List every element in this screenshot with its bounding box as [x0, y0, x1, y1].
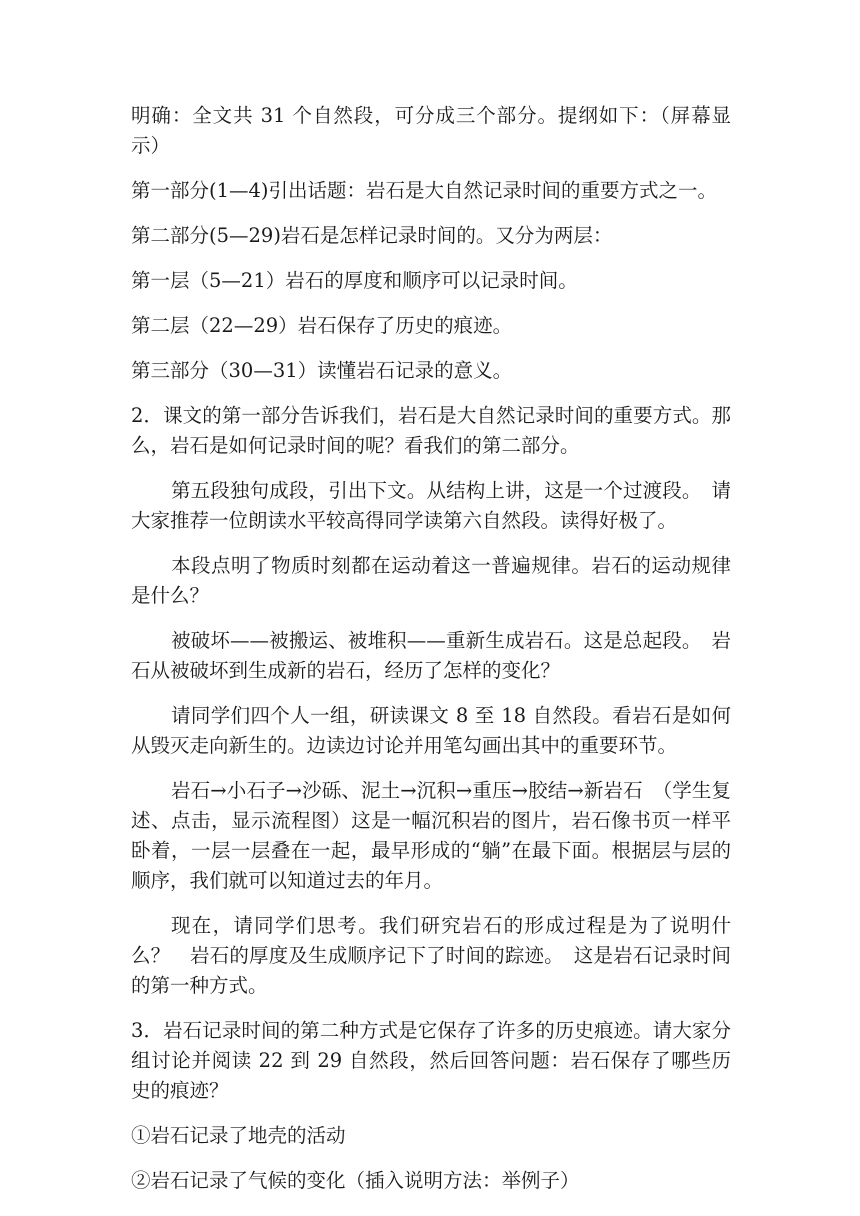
paragraph-question-two: 2．课文的第一部分告诉我们，岩石是大自然记录时间的重要方式。那么，岩石是如何记录时间的呢？看我们的第二部分。	[131, 404, 731, 457]
list-item-climate: ②岩石记录了气候的变化（插入说明方法：举例子）	[131, 1169, 580, 1192]
paragraph-fifth-section: 第五段独句成段，引出下文。从结构上讲，这是一个过渡段。 请大家推荐一位朗读水平较高得同学读第六自然段。读得好极了。	[131, 479, 731, 532]
document-page	[131, 101, 731, 1211]
paragraph-outline-intro: 明确：全文共 31 个自然段，可分成三个部分。提纲如下：（屏幕显示）	[131, 104, 731, 157]
paragraph-group-study: 请同学们四个人一组，研读课文 8 至 18 自然段。看岩石是如何从毁灭走向新生的。边读边讨论并用笔勾画出其中的重要环节。	[131, 704, 731, 757]
paragraph-question-three: 3．岩石记录时间的第二种方式是它保存了许多的历史痕迹。请大家分组讨论并阅读 22 到 29 自然段，然后回答问题：岩石保存了哪些历史的痕迹？	[131, 1019, 731, 1102]
paragraph-part-two: 第二部分(5—29)岩石是怎样记录时间的。又分为两层：	[131, 224, 613, 247]
paragraph-layer-two: 第二层（22—29）岩石保存了历史的痕迹。	[131, 314, 513, 337]
list-item-crust: ①岩石记录了地壳的活动	[131, 1124, 346, 1147]
paragraph-motion-law: 本段点明了物质时刻都在运动着这一普遍规律。岩石的运动规律是什么？	[131, 554, 731, 607]
paragraph-part-three: 第三部分（30—31）读懂岩石记录的意义。	[131, 359, 513, 382]
paragraph-rock-flow: 岩石→小石子→沙砾、泥土→沉积→重压→胶结→新岩石 （学生复述、点击，显示流程图）这是一幅沉积岩的图片，岩石像书页一样平卧着，一层一层叠在一起，最早形成的“躺”在最下面。根据层与层的顺序，我们就可以知道过去的年月。	[131, 779, 731, 892]
paragraph-layer-one: 第一层（5—21）岩石的厚度和顺序可以记录时间。	[131, 269, 578, 292]
paragraph-destroy-cycle: 被破坏——被搬运、被堆积——重新生成岩石。这是总起段。 岩石从被破坏到生成新的岩石，经历了怎样的变化？	[131, 629, 731, 682]
paragraph-think: 现在，请同学们思考。我们研究岩石的形成过程是为了说明什么？ 岩石的厚度及生成顺序记下了时间的踪迹。 这是岩石记录时间的第一种方式。	[131, 914, 731, 997]
paragraph-part-one: 第一部分(1—4)引出话题：岩石是大自然记录时间的重要方式之一。	[131, 179, 718, 202]
